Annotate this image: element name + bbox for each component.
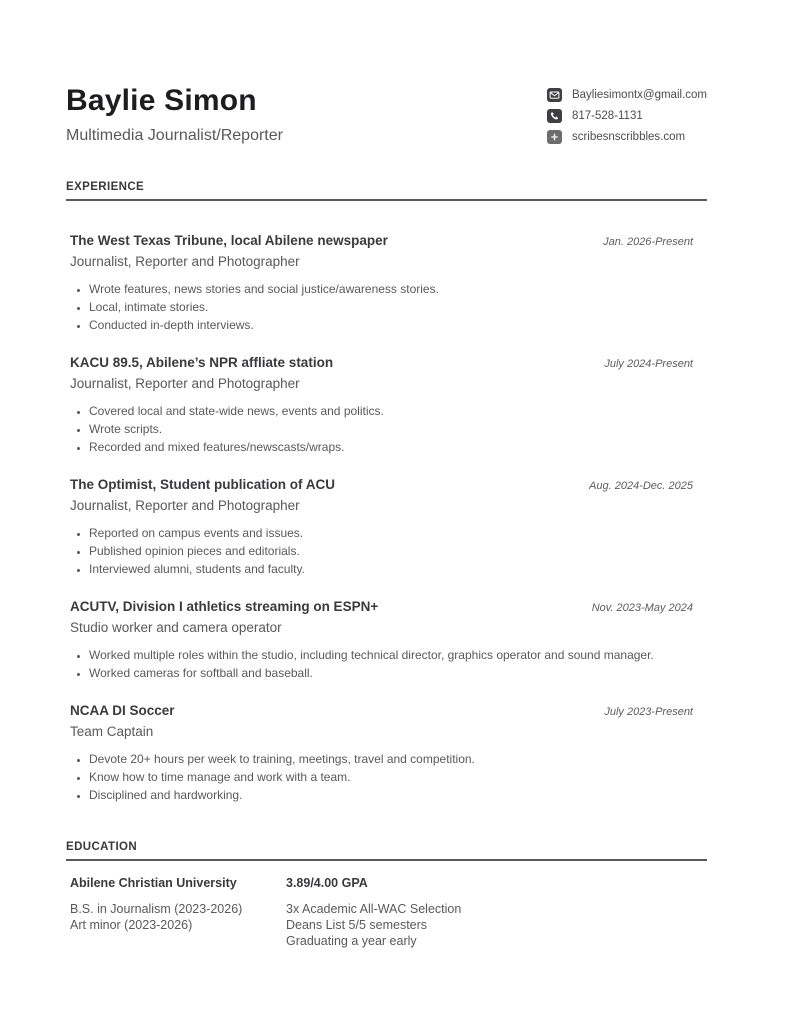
school-name: Abilene Christian University — [70, 876, 237, 890]
entry-title: NCAA DI Soccer — [70, 703, 175, 718]
contact-email — [547, 88, 707, 102]
education-school-column — [70, 876, 286, 949]
entry-role: Journalist, Reporter and Photographer — [70, 376, 300, 391]
gpa-detail: Deans List 5/5 semesters — [286, 918, 428, 932]
bullet-item: • Worked multiple roles within the studio, including technical director, graphics operator and sound manager. — [89, 649, 693, 661]
entry-role: Team Captain — [70, 724, 154, 739]
experience-entries — [66, 233, 707, 801]
entry-dates: Nov. 2023-May 2024 — [591, 602, 693, 614]
entry-dates: Aug. 2024-Dec. 2025 — [589, 480, 693, 492]
entry-header — [70, 703, 693, 718]
experience-entry — [70, 355, 693, 453]
entry-title: ACUTV, Division I athletics streaming on ESPN+ — [70, 599, 379, 614]
entry-dates: July 2023-Present — [604, 706, 693, 718]
person-name: Baylie Simon — [66, 84, 257, 117]
gpa-detail: 3x Academic All-WAC Selection — [286, 902, 462, 916]
entry-title: The West Texas Tribune, local Abilene newspaper — [70, 233, 388, 248]
experience-entry — [70, 703, 693, 801]
education-content — [66, 876, 707, 949]
entry-header — [70, 355, 693, 370]
bullet-item: • Devote 20+ hours per week to training, meetings, travel and competition. — [89, 753, 693, 765]
education-section — [66, 841, 707, 949]
bullet-item: • Worked cameras for softball and baseball. — [89, 667, 693, 679]
bullet-item: • Conducted in-depth interviews. — [89, 319, 693, 331]
bullet-item: • Published opinion pieces and editorials. — [89, 545, 693, 557]
entry-role: Journalist, Reporter and Photographer — [70, 254, 300, 269]
entry-header — [70, 477, 693, 492]
identity-block — [66, 84, 283, 145]
entry-role: Journalist, Reporter and Photographer — [70, 498, 300, 513]
contact-phone — [547, 109, 707, 123]
bullet-item: • Recorded and mixed features/newscasts/wraps. — [89, 441, 693, 453]
entry-title: KACU 89.5, Abilene’s NPR affliate station — [70, 355, 334, 370]
entry-bullet-list — [70, 753, 693, 801]
education-heading: EDUCATION — [66, 841, 138, 853]
entry-header — [70, 599, 693, 614]
section-divider — [66, 199, 707, 201]
entry-title: The Optimist, Student publication of ACU — [70, 477, 335, 492]
gpa-detail: Graduating a year early — [286, 934, 417, 948]
bullet-item: • Reported on campus events and issues. — [89, 527, 693, 539]
entry-bullet-list — [70, 527, 693, 575]
bullet-item: • Wrote scripts. — [89, 423, 693, 435]
bullet-item: • Interviewed alumni, students and faculty. — [89, 563, 693, 575]
experience-section — [66, 181, 707, 801]
experience-entry — [70, 599, 693, 679]
education-gpa-column — [286, 876, 693, 949]
bullet-item: • Know how to time manage and work with a team. — [89, 771, 693, 783]
entry-dates: Jan. 2026-Present — [603, 236, 693, 248]
resume-header — [66, 84, 707, 151]
plus-icon — [547, 130, 562, 144]
experience-entry — [70, 477, 693, 575]
school-detail: Art minor (2023-2026) — [70, 918, 193, 932]
person-job-title: Multimedia Journalist/Reporter — [66, 127, 283, 144]
entry-bullet-list — [70, 283, 693, 331]
contact-website-text: scribesnscribbles.com — [571, 131, 686, 143]
envelope-icon — [547, 88, 562, 102]
entry-bullet-list — [70, 649, 693, 679]
entry-role: Studio worker and camera operator — [70, 620, 282, 635]
bullet-item: • Local, intimate stories. — [89, 301, 693, 313]
contact-website — [547, 130, 707, 144]
bullet-item: • Disciplined and hardworking. — [89, 789, 693, 801]
phone-icon — [547, 109, 562, 123]
entry-header — [70, 233, 693, 248]
experience-heading: EXPERIENCE — [66, 181, 145, 193]
contact-list — [547, 88, 707, 151]
bullet-item: • Covered local and state-wide news, events and politics. — [89, 405, 693, 417]
contact-phone-text: 817-528-1131 — [571, 110, 643, 122]
gpa-value: 3.89/4.00 GPA — [286, 876, 368, 890]
section-divider — [66, 859, 707, 861]
entry-dates: July 2024-Present — [604, 358, 693, 370]
contact-email-text: Bayliesimontx@gmail.com — [571, 89, 707, 101]
school-detail: B.S. in Journalism (2023-2026) — [70, 902, 243, 916]
experience-entry — [70, 233, 693, 331]
entry-bullet-list — [70, 405, 693, 453]
bullet-item: • Wrote features, news stories and social justice/awareness stories. — [89, 283, 693, 295]
